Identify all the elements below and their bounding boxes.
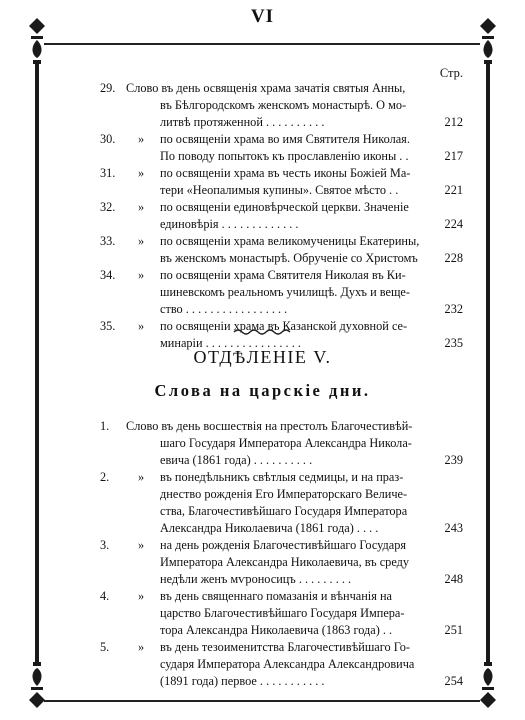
ditto-mark: » <box>138 538 145 552</box>
ditto-mark: » <box>138 470 145 484</box>
entry-line: Слово въ день освященія храма зачатія святыя Анны, <box>126 81 406 95</box>
entry-page-number: 221 <box>444 183 463 197</box>
entry-line: по освященіи храма въ Казанской духовной се- <box>160 319 408 333</box>
page-column-header: Стр. <box>439 66 463 80</box>
entry-line: царство Благочестивѣйшаго Государя Импера- <box>160 606 405 620</box>
entry-line: Императора Александра Николаевича, въ среду <box>160 555 410 569</box>
entry-page-number: 232 <box>444 302 463 316</box>
entry-line: Александра Николаевича (1861 года) . . . . <box>160 521 379 535</box>
entry-number: 1. <box>100 419 110 433</box>
entry-line: днество рожденія Его Императорскаго Величе- <box>160 487 408 501</box>
entry-number: 29. <box>100 81 116 95</box>
entry-number: 33. <box>100 234 116 248</box>
entry-page-number: 217 <box>444 149 463 163</box>
entry-line: по освященіи храма Святителя Николая въ Ки- <box>160 268 406 282</box>
entry-line: въ понедѣльникъ свѣтлыя седмицы, и на праз- <box>160 470 404 484</box>
entry-number: 30. <box>100 132 116 146</box>
ditto-mark: » <box>138 166 145 180</box>
entry-page-number: 224 <box>444 217 463 231</box>
ditto-mark: » <box>138 234 145 248</box>
entry-line: по освященіи храма въ честь иконы Божіей Ма- <box>160 166 411 180</box>
entry-line: единовѣрія . . . . . . . . . . . . . <box>160 217 299 231</box>
entry-number: 32. <box>100 200 116 214</box>
entry-number: 34. <box>100 268 116 282</box>
entry-line: евича (1861 года) . . . . . . . . . . <box>160 453 313 467</box>
entry-number: 31. <box>100 166 116 180</box>
entry-line: шиневскомъ реальномъ училищѣ. Духъ и веще- <box>160 285 410 299</box>
entry-number: 4. <box>100 589 110 603</box>
entry-line: ство . . . . . . . . . . . . . . . . . <box>160 302 288 316</box>
entry-line: на день рожденія Благочестивѣйшаго Государя <box>160 538 407 552</box>
ditto-mark: » <box>138 319 145 333</box>
entry-line: въ женскомъ монастырѣ. Обрученіе со Христомъ <box>160 251 418 265</box>
entry-page-number: 251 <box>444 623 463 637</box>
entry-page-number: 228 <box>444 251 463 265</box>
section-title: ОТДѢЛЕНІЕ V. <box>193 347 332 367</box>
entry-line: въ Бѣлгородскомъ женскомъ монастырѣ. О мо- <box>160 98 407 112</box>
ditto-mark: » <box>138 200 145 214</box>
entry-line: ства, Благочестивѣйшаго Государя Императора <box>160 504 408 518</box>
entry-line: въ день тезоименитства Благочестивѣйшаго Го- <box>160 640 410 654</box>
entry-page-number: 212 <box>444 115 463 129</box>
entry-number: 3. <box>100 538 110 552</box>
entry-line: тери «Неопалимыя купины». Святое мѣсто . . <box>160 183 399 197</box>
entry-line: минаріи . . . . . . . . . . . . . . . . <box>160 336 301 350</box>
entry-line: по освященіи единовѣрческой церкви. Значеніе <box>160 200 409 214</box>
entry-number: 35. <box>100 319 116 333</box>
ditto-mark: » <box>138 132 145 146</box>
entry-page-number: 239 <box>444 453 463 467</box>
entry-line: по освященіи храма во имя Святителя Николая. <box>160 132 410 146</box>
entry-page-number: 254 <box>444 674 463 688</box>
entry-number: 2. <box>100 470 110 484</box>
entry-line: Слово въ день восшествія на престолъ Благочестивѣй- <box>126 419 413 433</box>
entry-line: тора Александра Николаевича (1863 года) . . <box>160 623 393 637</box>
entry-line: (1891 года) первое . . . . . . . . . . . <box>160 674 325 688</box>
entry-page-number: 248 <box>444 572 463 586</box>
entry-line: По поводу попытокъ къ прославленію иконы . . <box>160 149 409 163</box>
page-number: VI <box>250 6 275 27</box>
wavy-divider-icon <box>232 327 294 337</box>
ditto-mark: » <box>138 640 145 654</box>
ditto-mark: » <box>138 589 145 603</box>
bottom-border-rule <box>44 700 480 702</box>
entry-line: литвѣ протяженной . . . . . . . . . . <box>160 115 325 129</box>
entry-page-number: 235 <box>444 336 463 350</box>
top-border-rule <box>44 43 480 45</box>
entry-line: шаго Государя Императора Александра Никола- <box>160 436 412 450</box>
entry-line: недѣли женъ мѵроносицъ . . . . . . . . . <box>160 572 352 586</box>
entry-line: въ день священнаго помазанія и вѣнчанія на <box>160 589 392 603</box>
entry-line: по освященіи храма великомученицы Екатерины, <box>160 234 420 248</box>
entry-line: сударя Императора Александра Александровича <box>160 657 415 671</box>
entry-page-number: 243 <box>444 521 463 535</box>
section-subtitle: Слова на царскіе дни. <box>154 381 371 400</box>
entry-number: 5. <box>100 640 110 654</box>
ditto-mark: » <box>138 268 145 282</box>
